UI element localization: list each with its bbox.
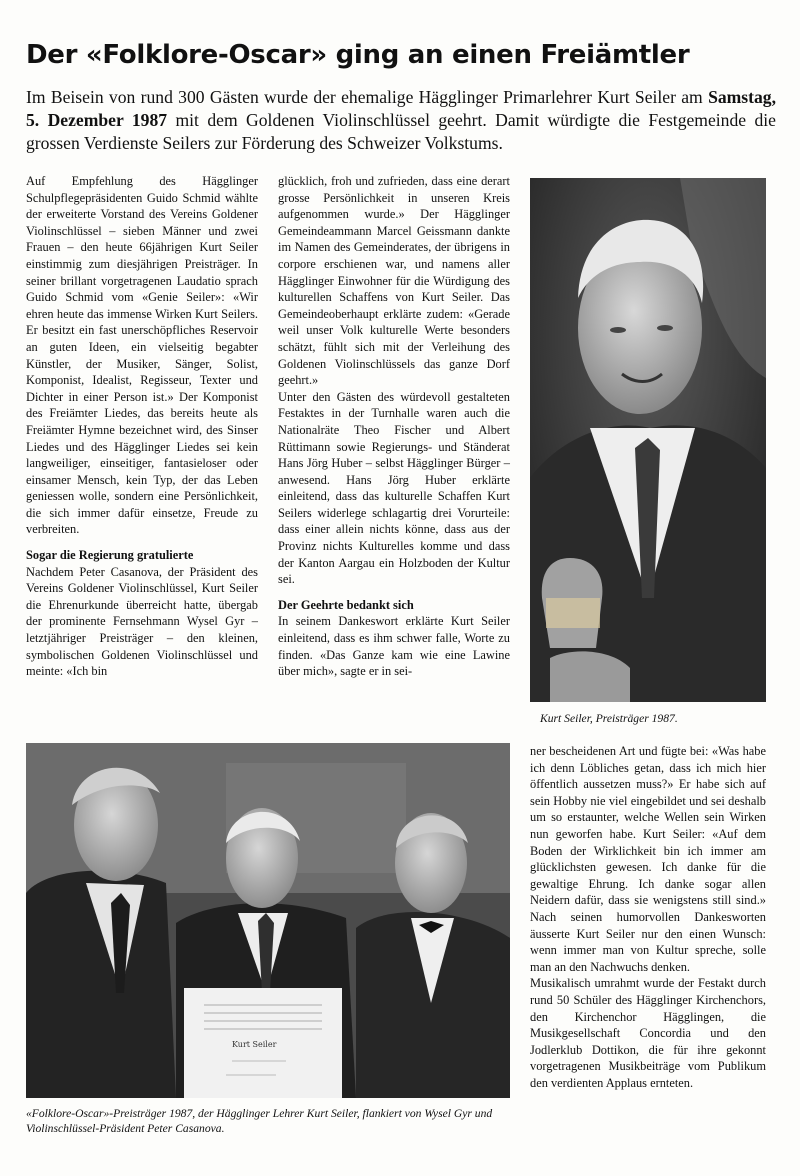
- portrait-illustration: [530, 178, 766, 702]
- article-lead: [26, 86, 776, 155]
- col1-paragraph-2: Nachdem Peter Casanova, der Präsident des Vereins Goldener Violinschlüssel, Kurt Seiler die Ehrenurkunde überreicht hatte, übergab der prominente Fernsehmann Wysel Gyr – letztjähriger Preisträger – den kleinen, symbolischen Goldenen Violinschlüssel und meinte: «Ich bin: [26, 564, 258, 679]
- article-headline: Der «Folklore-Oscar» ging an einen Freiämtler: [26, 40, 690, 70]
- column-2: [278, 173, 510, 680]
- column-1: [26, 173, 258, 680]
- certificate: [184, 988, 342, 1098]
- col2-paragraph-2: Unter den Gästen des würdevoll gestalteten Festaktes in der Turnhalle waren auch die Nationalräte Theo Fischer und Albert Rüttimann sowie Regierungs- und Ständerat Hans Jörg Huber – selbst Hägglinger Bürger – anwesend. Hans Jörg Huber erklärte einleitend, dass das kulturelle Schaffen Kurt Seilers widerlege schlagartig drei Vorurteile: dass einer allein nichts könne, dass aus der Provinz nichts Kulturelles komme und dass der Kanton Aargau ein Holzboden der Kultur sei.: [278, 389, 510, 587]
- lead-text-start: Im Beisein von rund 300 Gästen wurde der ehemalige Hägglinger Primarlehrer Kurt Seiler am: [26, 87, 709, 107]
- group-caption: «Folklore-Oscar»-Preisträger 1987, der Hägglinger Lehrer Kurt Seiler, flankiert von Wysel Gyr und Violinschlüssel-Präsident Peter Casanova.: [26, 1107, 493, 1135]
- col2-paragraph-3: In seinem Dankeswort erklärte Kurt Seiler einleitend, dass es ihm schwer falle, Worte zu finden. «Das Ganze kam wie eine Lawine über mich», sagte er in sei-: [278, 614, 510, 679]
- lead-text-end: mit dem Goldenen Violinschlüssel geehrt. Damit würdigte die Festgemeinde die grossen Verdienste Seilers zur Förderung des Schweizer Volkstums.: [26, 110, 776, 153]
- portrait-photo: [530, 178, 766, 702]
- column-3: [530, 743, 766, 1091]
- col1-subheading: Sogar die Regierung gratulierte: [26, 548, 194, 563]
- group-photo: [26, 743, 510, 1098]
- lead-date: Samstag, 5. Dezember 1987: [26, 87, 776, 130]
- col2-paragraph-1: glücklich, froh und zufrieden, dass eine derart grosse Persönlichkeit in unseren Kreis aufgenommen wurde.» Der Hägglinger Gemeindeammann Marcel Geissmann dankte im Namen des Gemeinderates, der übrigens in corpore erschienen war, und namens aller Hägglinger Einwohner für die Würdigung des kulturellen Schaffens von Kurt Seiler. Das Gemeindeoberhaupt erklärte zudem: «Gerade weil unser Volk kulturelle Werte besonders schätzt, fühlt sich mit der Verleihung des Goldenen Violinschlüssels das ganze Dorf geehrt.»: [278, 174, 510, 388]
- group-illustration: [26, 743, 510, 1098]
- col1-paragraph-1: Auf Empfehlung des Hägglinger Schulpflegepräsidenten Guido Schmid wählte der erweiterte Vorstand des Vereins Goldener Violinschlüssel – sieben Männer und zwei Frauen – den heute 66jährigen Kurt Seiler einstimmig zum diesjährigen Preisträger. In seiner brillant vorgetragenen Laudatio sprach Guido Schmid vom «Genie Seiler»: «Wir ehren heute das immense Wirken Kurt Seilers. Er besitzt ein fast unerschöpfliches Reservoir an guten Ideen, ein vielseitig begabter Künstler, der Musiker, Sänger, Solist, Komponist, Idealist, Regisseur, Texter und Dichter in einer Person ist.» Der Komponist des Freiämter Liedes, das bereits heute als Freiämter Hymne bezeichnet wird, des Sinser Liedes und des Hägglinger Liedes sei kein langweiliger, einseitiger, fantasieloser oder einsamer Mensch, kein Typ, der das Leben geniessen wolle, sondern eine Persönlichkeit, die sich immer dafür einsetze, Freude zu verbreiten.: [26, 174, 258, 537]
- col3-paragraph-2: Musikalisch umrahmt wurde der Festakt durch rund 50 Schüler des Hägglinger Kirchenchors, den Kirchenchor Hägglingen, die Musikgesellschaft Concordia und den Jodlerklub Dottikon, die für ihre gekonnt vorgetragenen Musikbeiträge vom Publikum den verdienten Applaus ernteten.: [530, 976, 766, 1090]
- portrait-caption: Kurt Seiler, Preisträger 1987.: [540, 712, 678, 725]
- certificate-name: Kurt Seiler: [232, 1040, 277, 1049]
- col3-paragraph-1: ner bescheidenen Art und fügte bei: «Was habe ich denn Löbliches getan, dass ich mich hier öffentlich aussetzen muss?» Er habe sich auf sein Hobby nie viel eingebildet und sei deshalb um so erstaunter, welche Wellen sein Wirken nun geworfen habe. Kurt Seiler: «Auf dem Boden der Wirklichkeit bin ich immer am glücklichsten gewesen. Ich danke für die gewaltige Ehrung. Ich danke sogar allen Neidern dafür, dass sie wenigstens still sind.» Nach seinen humorvollen Dankesworten äusserte Kurt Seiler nur den einen Wunsch: wenn immer man von Kultur spreche, solle man an den Nachwuchs denken.: [530, 744, 766, 974]
- col2-subheading: Der Geehrte bedankt sich: [278, 597, 414, 612]
